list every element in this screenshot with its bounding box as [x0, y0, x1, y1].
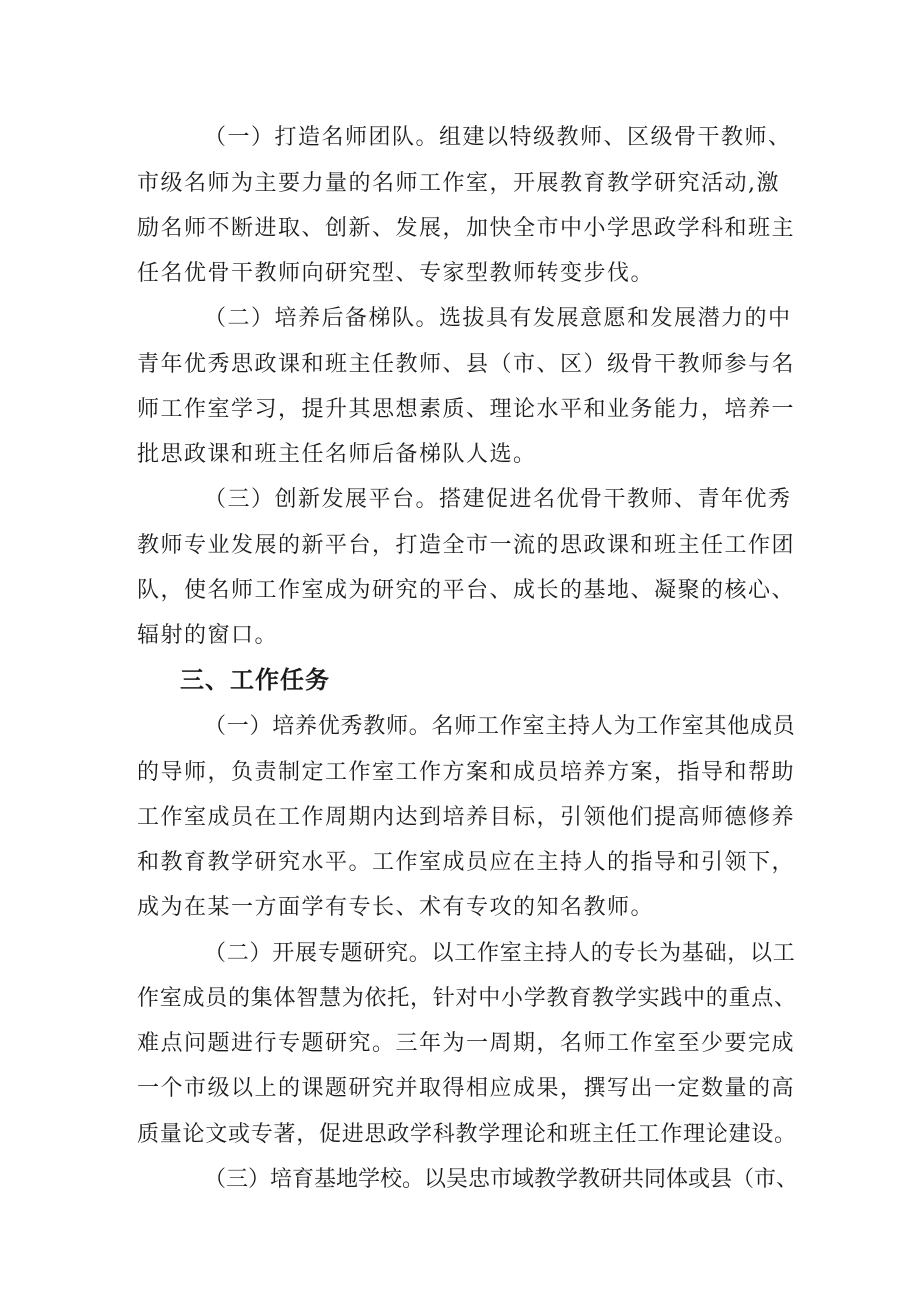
text-line: 工作室成员在工作周期内达到培养目标，引领他们提高师德修养 [137, 805, 796, 830]
text-line: 批思政课和班主任名师后备梯队人选。 [137, 442, 537, 467]
text-line: 市级名师为主要力量的名师工作室，开展教育教学研究活动,激 [137, 171, 780, 196]
text-line: 作室成员的集体智慧为依托，针对中小学教育教学实践中的重点、 [137, 986, 797, 1011]
text-line: 励名师不断进取、创新、发展，加快全市中小学思政学科和班主 [137, 216, 796, 241]
text-line: （三）培育基地学校。以吴忠市域教学教研共同体或县（市、 [204, 1167, 799, 1192]
text-line: （二）开展专题研究。以工作室主持人的专长为基础，以工 [204, 941, 796, 966]
text-line: （二）培养后备梯队。选拔具有发展意愿和发展潜力的中 [204, 306, 792, 331]
text-line: 教师专业发展的新平台，打造全市一流的思政课和班主任工作团 [137, 533, 796, 558]
text-line: 辐射的窗口。 [137, 623, 279, 648]
text-line: 和教育教学研究水平。工作室成员应在主持人的指导和引领下， [137, 850, 796, 875]
text-line: （三）创新发展平台。搭建促进名优骨干教师、青年优秀 [204, 487, 792, 512]
text-line: 的导师，负责制定工作室工作方案和成员培养方案，指导和帮助 [137, 760, 796, 785]
text-line: 队，使名师工作室成为研究的平台、成长的基地、凝聚的核心、 [137, 578, 796, 603]
text-line: 一个市级以上的课题研究并取得相应成果，撰写出一定数量的高 [137, 1076, 796, 1101]
section-heading: 三、工作任务 [180, 666, 330, 694]
text-line: 成为在某一方面学有专长、术有专攻的知名教师。 [137, 895, 655, 920]
text-line: 师工作室学习，提升其思想素质、理论水平和业务能力，培养一 [137, 397, 796, 422]
text-line: （一）培养优秀教师。名师工作室主持人为工作室其他成员 [204, 714, 796, 739]
text-line: 质量论文或专著，促进思政学科教学理论和班主任工作理论建设。 [137, 1122, 797, 1147]
text-line: （一）打造名师团队。组建以特级教师、区级骨干教师、 [204, 125, 792, 150]
text-line: 青年优秀思政课和班主任教师、县（市、区）级骨干教师参与名 [137, 352, 796, 377]
text-line: 难点问题进行专题研究。三年为一周期，名师工作室至少要完成 [137, 1031, 796, 1056]
text-line: 任名优骨干教师向研究型、专家型教师转变步伐。 [137, 261, 655, 286]
